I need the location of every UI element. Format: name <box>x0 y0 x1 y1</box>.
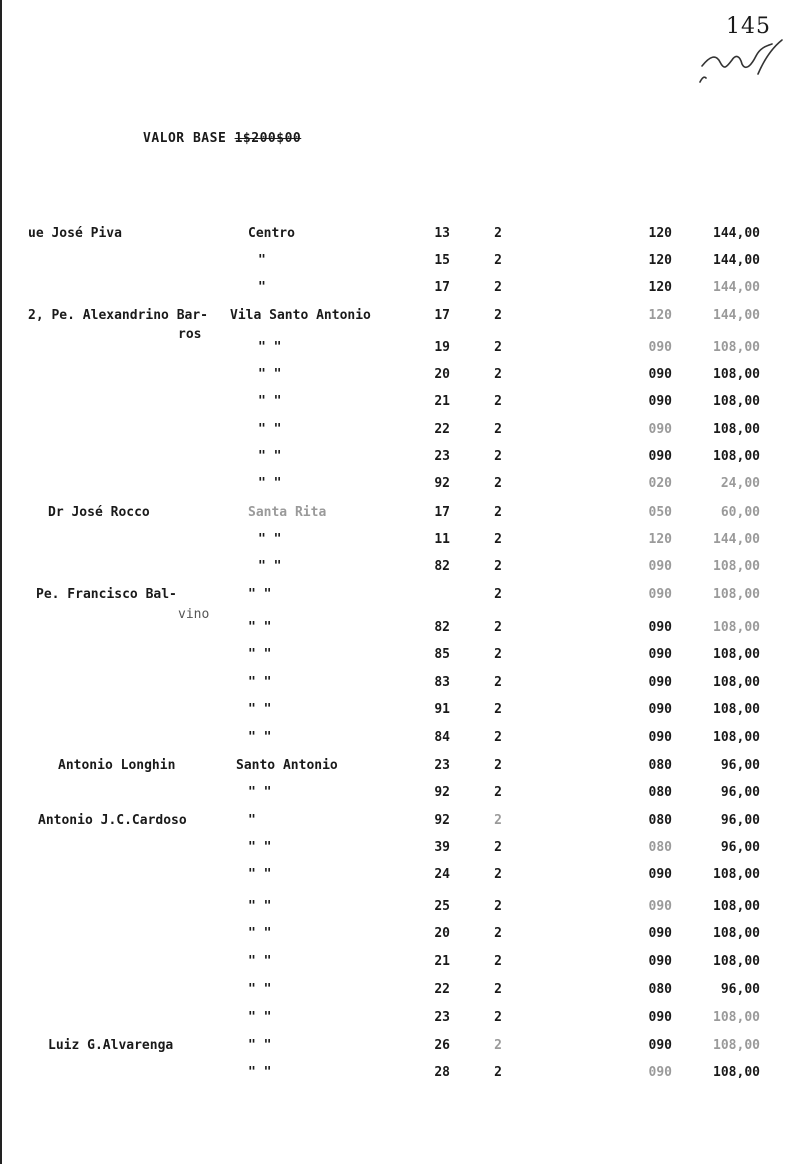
row-value: 108,00 <box>713 1010 760 1025</box>
row-rate: 090 <box>648 675 672 690</box>
table-row <box>0 1038 800 1058</box>
table-row <box>0 1065 800 1085</box>
row-value: 144,00 <box>713 226 760 241</box>
row-value: 96,00 <box>720 840 760 855</box>
row-rate: 090 <box>648 647 672 662</box>
row-qty: 2 <box>494 280 502 295</box>
row-value: 108,00 <box>713 340 760 355</box>
row-number: 22 <box>434 982 450 997</box>
row-qty: 2 <box>494 367 502 382</box>
row-number: 82 <box>434 620 450 635</box>
row-location: Centro <box>248 226 295 241</box>
row-qty: 2 <box>494 785 502 800</box>
row-number: 92 <box>434 785 450 800</box>
row-location: " " <box>258 367 282 382</box>
row-rate: 090 <box>648 954 672 969</box>
table-row <box>0 422 800 442</box>
row-number: 21 <box>434 954 450 969</box>
row-location: " " <box>248 840 272 855</box>
table-row <box>0 647 800 667</box>
row-qty: 2 <box>494 675 502 690</box>
row-name: Pe. Francisco Bal- <box>36 587 177 602</box>
row-location: " <box>248 813 256 828</box>
row-location: " " <box>248 867 272 882</box>
row-qty: 2 <box>494 559 502 574</box>
row-rate: 080 <box>648 758 672 773</box>
heading-label: VALOR BASE <box>143 131 227 146</box>
row-location: " " <box>248 730 272 745</box>
row-qty: 2 <box>494 813 502 828</box>
row-rate: 080 <box>648 813 672 828</box>
row-location: " " <box>248 620 272 635</box>
row-number: 19 <box>434 340 450 355</box>
row-location: " " <box>248 785 272 800</box>
row-number: 92 <box>434 813 450 828</box>
row-number: 17 <box>434 505 450 520</box>
row-number: 17 <box>434 308 450 323</box>
row-value: 144,00 <box>713 280 760 295</box>
row-number: 26 <box>434 1038 450 1053</box>
table-row <box>0 367 800 387</box>
row-location: " " <box>258 449 282 464</box>
row-value: 108,00 <box>713 675 760 690</box>
row-number: 25 <box>434 899 450 914</box>
row-qty: 2 <box>494 730 502 745</box>
row-value: 108,00 <box>713 449 760 464</box>
row-value: 144,00 <box>713 308 760 323</box>
row-value: 108,00 <box>713 367 760 382</box>
row-value: 108,00 <box>713 702 760 717</box>
row-rate: 080 <box>648 785 672 800</box>
row-qty: 2 <box>494 1038 502 1053</box>
row-number: 23 <box>434 758 450 773</box>
row-location: Vila Santo Antonio <box>230 308 371 323</box>
row-rate: 090 <box>648 730 672 745</box>
heading-value: 1$200$00 <box>234 131 302 146</box>
table-row <box>0 280 800 300</box>
row-number: 22 <box>434 422 450 437</box>
table-row <box>0 308 800 328</box>
row-name: Luiz G.Alvarenga <box>48 1038 174 1053</box>
row-value: 144,00 <box>713 253 760 268</box>
row-number: 92 <box>434 476 450 491</box>
row-rate: 090 <box>648 1010 672 1025</box>
table-row <box>0 505 800 525</box>
row-location: " " <box>258 394 282 409</box>
row-number: 21 <box>434 394 450 409</box>
row-number: 28 <box>434 1065 450 1080</box>
row-location: " <box>258 280 266 295</box>
row-qty: 2 <box>494 505 502 520</box>
table-row <box>0 702 800 722</box>
table-row <box>0 758 800 778</box>
row-number: 83 <box>434 675 450 690</box>
row-rate: 120 <box>648 532 672 547</box>
row-value: 108,00 <box>713 867 760 882</box>
row-value: 96,00 <box>720 982 760 997</box>
row-location: Santa Rita <box>248 505 327 520</box>
table-row <box>0 1010 800 1030</box>
table-row <box>0 840 800 860</box>
row-location: " " <box>258 559 282 574</box>
row-value: 108,00 <box>713 730 760 745</box>
row-value: 108,00 <box>713 394 760 409</box>
row-number: 13 <box>434 226 450 241</box>
row-location: " " <box>248 926 272 941</box>
table-row <box>0 532 800 552</box>
row-rate: 120 <box>648 253 672 268</box>
row-rate: 090 <box>648 702 672 717</box>
row-qty: 2 <box>494 702 502 717</box>
row-number: 23 <box>434 449 450 464</box>
row-location: Santo Antonio <box>236 758 338 773</box>
row-qty: 2 <box>494 394 502 409</box>
row-name: 2, Pe. Alexandrino Bar- <box>28 308 209 323</box>
row-number: 24 <box>434 867 450 882</box>
table-row <box>0 982 800 1002</box>
row-location: " " <box>248 954 272 969</box>
row-value: 24,00 <box>720 476 760 491</box>
row-name: ue José Piva <box>28 226 122 241</box>
row-number: 20 <box>434 926 450 941</box>
table-row <box>0 587 800 607</box>
table-row <box>0 340 800 360</box>
row-rate: 090 <box>648 1038 672 1053</box>
table-row <box>0 253 800 273</box>
row-rate: 050 <box>648 505 672 520</box>
table-row <box>0 926 800 946</box>
row-qty: 2 <box>494 840 502 855</box>
row-rate: 090 <box>648 559 672 574</box>
row-qty: 2 <box>494 954 502 969</box>
row-number: 91 <box>434 702 450 717</box>
row-rate: 090 <box>648 367 672 382</box>
row-qty: 2 <box>494 449 502 464</box>
row-qty: 2 <box>494 532 502 547</box>
row-name: Dr José Rocco <box>48 505 150 520</box>
row-rate: 120 <box>648 308 672 323</box>
row-value: 108,00 <box>713 1065 760 1080</box>
row-rate: 090 <box>648 587 672 602</box>
row-rate: 090 <box>648 867 672 882</box>
row-qty: 2 <box>494 422 502 437</box>
row-qty: 2 <box>494 620 502 635</box>
row-value: 108,00 <box>713 422 760 437</box>
row-name: Antonio Longhin <box>58 758 176 773</box>
table-row <box>0 559 800 579</box>
row-location: " " <box>248 702 272 717</box>
handwritten-initials <box>696 34 786 88</box>
row-number: 82 <box>434 559 450 574</box>
row-rate: 090 <box>648 449 672 464</box>
row-value: 108,00 <box>713 954 760 969</box>
row-number: 17 <box>434 280 450 295</box>
row-number: 23 <box>434 1010 450 1025</box>
table-row <box>0 785 800 805</box>
row-location: " " <box>248 1010 272 1025</box>
row-value: 108,00 <box>713 620 760 635</box>
row-qty: 2 <box>494 253 502 268</box>
heading-valor-base <box>143 131 301 146</box>
row-value: 108,00 <box>713 1038 760 1053</box>
table-row <box>0 730 800 750</box>
table-row <box>0 675 800 695</box>
row-qty: 2 <box>494 899 502 914</box>
row-rate: 090 <box>648 422 672 437</box>
row-value: 108,00 <box>713 926 760 941</box>
row-qty: 2 <box>494 1065 502 1080</box>
row-location: " " <box>248 899 272 914</box>
row-location: " " <box>248 1065 272 1080</box>
row-name-continuation: vino <box>178 607 210 622</box>
row-rate: 080 <box>648 840 672 855</box>
row-location: " " <box>258 532 282 547</box>
row-rate: 020 <box>648 476 672 491</box>
row-qty: 2 <box>494 476 502 491</box>
row-rate: 080 <box>648 982 672 997</box>
table-row <box>0 226 800 246</box>
table-row <box>0 899 800 919</box>
page-number: 145 <box>726 14 771 39</box>
row-value: 144,00 <box>713 532 760 547</box>
row-value: 108,00 <box>713 647 760 662</box>
row-value: 108,00 <box>713 559 760 574</box>
row-value: 108,00 <box>713 899 760 914</box>
row-qty: 2 <box>494 982 502 997</box>
row-location: " " <box>258 340 282 355</box>
row-location: " " <box>248 675 272 690</box>
row-qty: 2 <box>494 308 502 323</box>
table-row <box>0 449 800 469</box>
row-rate: 090 <box>648 1065 672 1080</box>
row-qty: 2 <box>494 758 502 773</box>
row-value: 96,00 <box>720 758 760 773</box>
row-location: " " <box>248 982 272 997</box>
table-row <box>0 620 800 640</box>
row-number: 84 <box>434 730 450 745</box>
row-qty: 2 <box>494 1010 502 1025</box>
row-value: 96,00 <box>720 785 760 800</box>
row-location: " " <box>248 1038 272 1053</box>
row-rate: 090 <box>648 899 672 914</box>
table-row <box>0 813 800 833</box>
row-rate: 090 <box>648 340 672 355</box>
row-value: 60,00 <box>720 505 760 520</box>
row-location: " " <box>258 422 282 437</box>
row-location: " " <box>258 476 282 491</box>
row-location: " " <box>248 647 272 662</box>
row-qty: 2 <box>494 226 502 241</box>
row-number: 85 <box>434 647 450 662</box>
row-location: " <box>258 253 266 268</box>
row-number: 15 <box>434 253 450 268</box>
row-number: 20 <box>434 367 450 382</box>
row-number: 39 <box>434 840 450 855</box>
row-rate: 090 <box>648 394 672 409</box>
row-value: 96,00 <box>720 813 760 828</box>
row-name-continuation: ros <box>178 327 202 342</box>
row-qty: 2 <box>494 647 502 662</box>
table-row <box>0 954 800 974</box>
row-rate: 120 <box>648 226 672 241</box>
row-rate: 090 <box>648 620 672 635</box>
row-name: Antonio J.C.Cardoso <box>38 813 187 828</box>
table-row <box>0 867 800 887</box>
row-qty: 2 <box>494 867 502 882</box>
row-value: 108,00 <box>713 587 760 602</box>
row-qty: 2 <box>494 926 502 941</box>
row-rate: 120 <box>648 280 672 295</box>
row-location: " " <box>248 587 272 602</box>
row-qty: 2 <box>494 587 502 602</box>
table-row <box>0 394 800 414</box>
row-number: 11 <box>434 532 450 547</box>
table-row <box>0 476 800 496</box>
row-rate: 090 <box>648 926 672 941</box>
row-qty: 2 <box>494 340 502 355</box>
